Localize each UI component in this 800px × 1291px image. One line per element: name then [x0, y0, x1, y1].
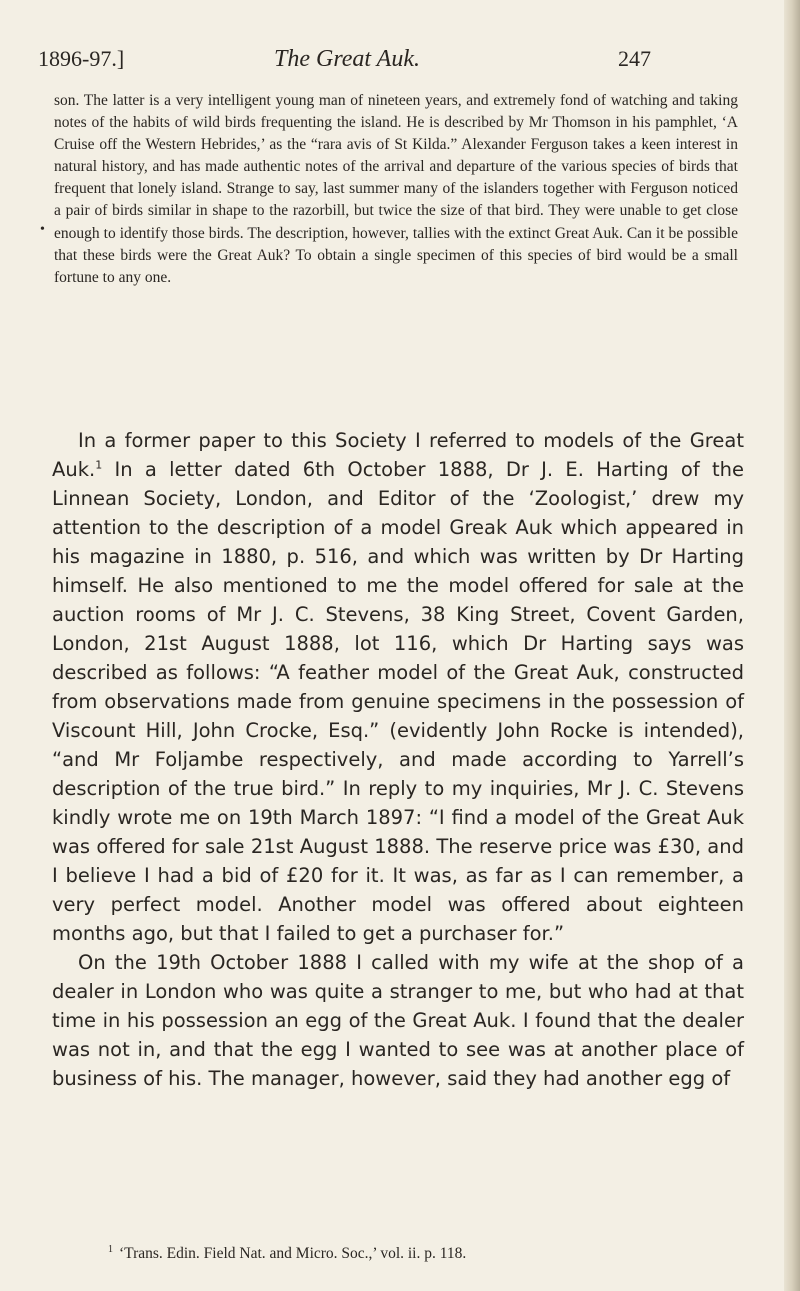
- page-edge-shadow: [784, 0, 800, 1291]
- main-text: [52, 426, 744, 1093]
- footnote-mark: 1: [108, 1244, 113, 1255]
- quoted-paragraph: son. The latter is a very intelligent young man of nineteen years, and extremely fond of watching and taking notes of the habits of wild birds frequenting the island. He is described by Mr Thomson in his pamphlet, ‘A Cruise off the Western Hebrides,’ as the “rara avis of St Kilda.” Alexander Ferguson takes a keen interest in natural history, and has made authentic notes of the arrival and departure of the various species of birds that frequent that lonely island. Strange to say, last summer many of the islanders together with Ferguson noticed a pair of birds similar in shape to the razorbill, but twice the size of that bird. They were unable to get close enough to identify those birds. The description, however, tallies with the extinct Great Auk. Can it be possible that these birds were the Great Auk? To obtain a single specimen of this species of bird would be a small fortune to any one.: [54, 92, 738, 286]
- quoted-passage: [54, 90, 738, 289]
- page-number: 247: [618, 46, 651, 71]
- footnote-text: ‘Trans. Edin. Field Nat. and Micro. Soc.,’ vol. ii. p. 118.: [119, 1245, 467, 1263]
- footnote: [108, 1240, 748, 1264]
- body-paragraph-2: On the 19th October 1888 I called with my wife at the shop of a dealer in London who was quite a stranger to me, but who had at that time in his possession an egg of the Great Auk. I found that the dealer was not in, and that the egg I wanted to see was at another place of business of his. The manager, however, said they had another egg of: [52, 951, 744, 1090]
- body-paragraph-1-start: In a former paper to this Society I referred to models of the Great Auk.: [52, 429, 744, 481]
- header-title: The Great Auk.: [274, 46, 420, 72]
- header-date-range: 1896-97.]: [38, 46, 125, 71]
- footnote-reference: 1: [95, 458, 103, 472]
- body-paragraph-1: [52, 426, 744, 948]
- running-header: [38, 46, 678, 86]
- margin-mark: •: [40, 222, 45, 237]
- body-paragraph-1-rest: In a letter dated 6th October 1888, Dr J. E. Harting of the Linnean Society, London, and Editor of the ‘Zoologist,’ drew my attention to the description of a model Greak Auk which appeared in his magazine in 1880, p. 516, and which was written by Dr Harting himself. He also mentioned to me the model offered for sale at the auction rooms of Mr J. C. Stevens, 38 King Street, Covent Garden, London, 21st August 1888, lot 116, which Dr Harting says was described as follows: “A feather model of the Great Auk, constructed from observations made from genuine specimens in the possession of Viscount Hill, John Crocke, Esq.” (evidently John Rocke is intended), “and Mr Foljambe respectively, and made according to Yarrell’s description of the true bird.” In reply to my inquiries, Mr J. C. Stevens kindly wrote me on 19th March 1897: “I find a model of the Great Auk was offered for sale 21st August 1888. The reserve price was £30, and I believe I had a bid of £20 for it. It was, as far as I can remember, a very perfect model. Another model was offered about eighteen months ago, but that I failed to get a purchaser for.”: [52, 458, 744, 945]
